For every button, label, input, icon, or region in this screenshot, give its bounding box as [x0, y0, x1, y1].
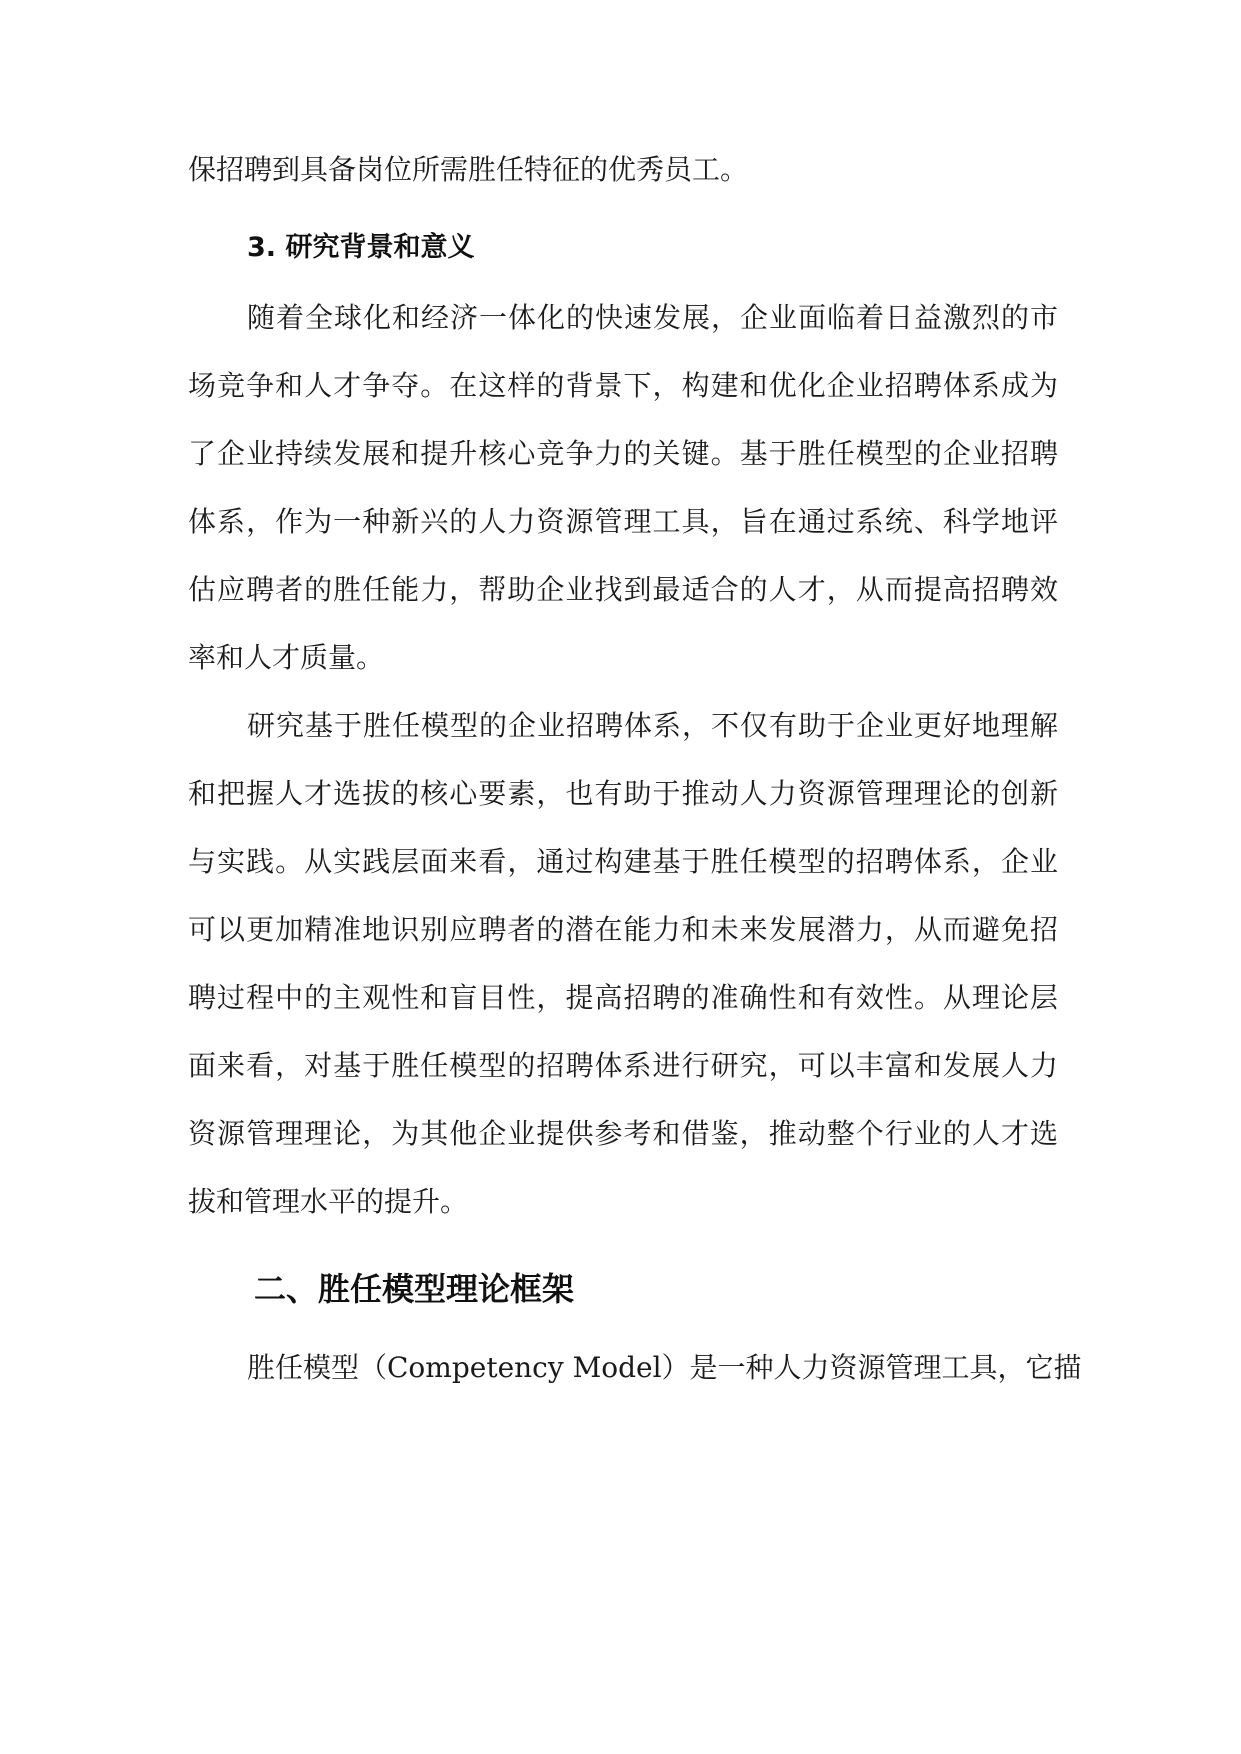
paragraph-line: 与实践。从实践层面来看，通过构建基于胜任模型的招聘体系，企业: [188, 845, 1058, 878]
paragraph-line: 面来看，对基于胜任模型的招聘体系进行研究，可以丰富和发展人力: [188, 1049, 1058, 1082]
paragraph-line: 了企业持续发展和提升核心竞争力的关键。基于胜任模型的企业招聘: [188, 437, 1058, 470]
paragraph-line: 和把握人才选拔的核心要素，也有助于推动人力资源管理理论的创新: [188, 777, 1058, 810]
paragraph-line: 聘过程中的主观性和盲目性，提高招聘的准确性和有效性。从理论层: [188, 981, 1058, 1014]
section-heading-3: 3. 研究背景和意义: [247, 232, 475, 263]
paragraph-line: 估应聘者的胜任能力，帮助企业找到最适合的人才，从而提高招聘效: [188, 573, 1058, 606]
paragraph-line: 场竞争和人才争夺。在这样的背景下，构建和优化企业招聘体系成为: [188, 369, 1058, 402]
paragraph-line: 体系，作为一种新兴的人力资源管理工具，旨在通过系统、科学地评: [188, 505, 1058, 538]
paragraph-line: 可以更加精准地识别应聘者的潜在能力和未来发展潜力，从而避免招: [188, 913, 1058, 946]
paragraph-line: 率和人才质量。: [188, 641, 385, 674]
paragraph-line: 随着全球化和经济一体化的快速发展，企业面临着日益激烈的市: [247, 301, 1058, 334]
carryover-line: 保招聘到具备岗位所需胜任特征的优秀员工。: [188, 153, 749, 186]
chapter-heading-2: 二、胜任模型理论框架: [254, 1270, 575, 1308]
paragraph-line: 资源管理理论，为其他企业提供参考和借鉴，推动整个行业的人才选: [188, 1117, 1058, 1150]
paragraph-line: 拔和管理水平的提升。: [188, 1185, 469, 1218]
paragraph-line: 研究基于胜任模型的企业招聘体系，不仅有助于企业更好地理解: [247, 709, 1058, 742]
paragraph-line: 胜任模型（Competency Model）是一种人力资源管理工具，它描: [247, 1351, 1082, 1384]
